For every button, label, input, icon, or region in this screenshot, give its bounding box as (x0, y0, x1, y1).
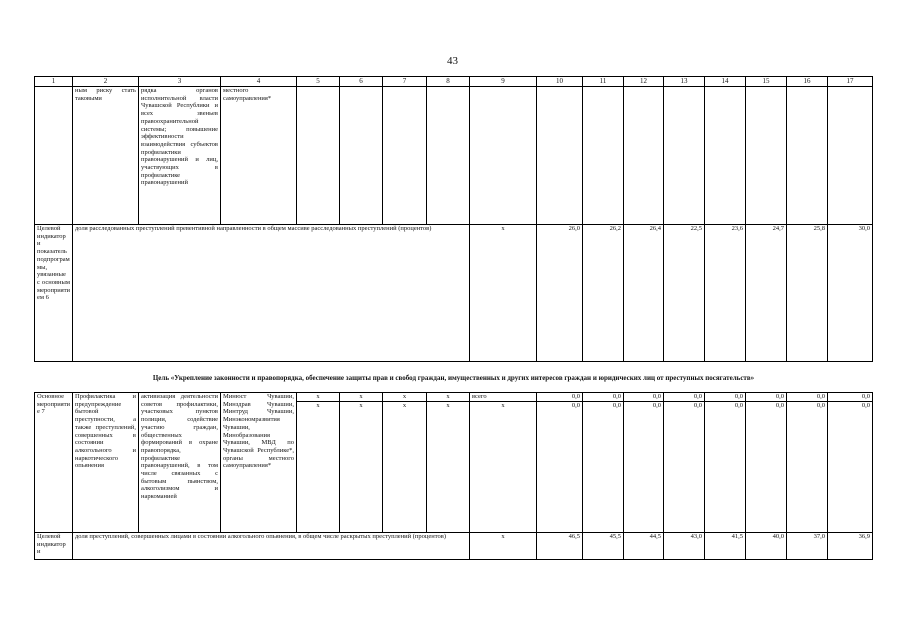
col-num: 4 (221, 77, 297, 87)
cell-x: x (340, 393, 383, 402)
value-cell: 22,5 (664, 225, 705, 362)
value-cell: 0,0 (828, 402, 873, 533)
value-cell: 43,0 (664, 533, 705, 560)
value-cell: 0,0 (537, 393, 583, 402)
col-num: 10 (537, 77, 583, 87)
cell-text: местного самоуправления* (221, 87, 297, 225)
value-cell: 0,0 (828, 393, 873, 402)
value-cell: 37,0 (787, 533, 828, 560)
value-cell: 30,0 (828, 225, 873, 362)
cell-x: x (383, 402, 427, 533)
value-cell: 0,0 (624, 393, 664, 402)
cell-x: x (427, 402, 470, 533)
value-cell: 0,0 (583, 402, 624, 533)
activity-executors: Минюст Чувашии, Минздрав Чувашии, Минтруд Чувашии, Минэкономразвития Чувашии, Минобразования Чувашии, МВД по Чувашской Республике*, органы местного самоуправления* (221, 393, 297, 533)
page-number: 43 (447, 55, 458, 67)
value-cell: 46,5 (537, 533, 583, 560)
indicator-label: Целевой индикатор и показатель подпрограммы, увязанные с основным мероприятием 6 (35, 225, 73, 362)
indicator-row (35, 225, 873, 362)
col-num: 17 (828, 77, 873, 87)
main-activity-row (35, 393, 873, 402)
col-num: 9 (470, 77, 537, 87)
indicator-text: доля расследованных преступлений превентивной направленности в общем массиве расследованных преступлений (процентов) (73, 225, 470, 362)
col-num: 15 (746, 77, 787, 87)
value-cell: 0,0 (705, 393, 746, 402)
col-num: 14 (705, 77, 746, 87)
program-table (34, 76, 873, 560)
value-cell: 40,0 (746, 533, 787, 560)
value-cell: 0,0 (746, 393, 787, 402)
cell-x: x (470, 225, 537, 362)
col-num: 12 (624, 77, 664, 87)
value-cell: 26,4 (624, 225, 664, 362)
value-cell: 44,5 (624, 533, 664, 560)
value-cell: 0,0 (664, 402, 705, 533)
cell-x: x (427, 393, 470, 402)
indicator-row-2 (35, 533, 873, 560)
cell-text: ным риску стать таковыми (73, 87, 139, 225)
col-num: 2 (73, 77, 139, 87)
col-num: 6 (340, 77, 383, 87)
cell-x: x (470, 533, 537, 560)
col-num: 7 (383, 77, 427, 87)
continuation-row (35, 87, 873, 225)
value-cell: 0,0 (624, 402, 664, 533)
cell-x: x (470, 402, 537, 533)
cell-x: x (297, 393, 340, 402)
col-num: 5 (297, 77, 340, 87)
cell-x: x (383, 393, 427, 402)
funding-source: всего (470, 393, 537, 402)
cell-x: x (297, 402, 340, 533)
col-num: 1 (35, 77, 73, 87)
value-cell: 23,6 (705, 225, 746, 362)
col-num: 3 (139, 77, 221, 87)
value-cell: 0,0 (664, 393, 705, 402)
value-cell: 24,7 (746, 225, 787, 362)
goal-heading: Цель «Укрепление законности и правопорядка, обеспечение защиты прав и свобод граждан, имущественных и других интересов граждан и юридических лиц от преступных посягательств» (35, 362, 873, 393)
activity-label: Основное мероприятие 7 (35, 393, 73, 533)
cell-x: x (340, 402, 383, 533)
value-cell: 0,0 (787, 402, 828, 533)
col-num: 11 (583, 77, 624, 87)
value-cell: 36,9 (828, 533, 873, 560)
activity-title: Профилактика и предупреждение бытовой преступности, а также преступлений, совершенных в состоянии алкогольного и наркотического опьянения (73, 393, 139, 533)
value-cell: 0,0 (705, 402, 746, 533)
goal-row (35, 362, 873, 393)
value-cell: 45,5 (583, 533, 624, 560)
value-cell: 26,2 (583, 225, 624, 362)
value-cell: 0,0 (787, 393, 828, 402)
col-num: 8 (427, 77, 470, 87)
value-cell: 26,0 (537, 225, 583, 362)
value-cell: 0,0 (537, 402, 583, 533)
col-num: 13 (664, 77, 705, 87)
value-cell: 0,0 (583, 393, 624, 402)
col-num: 16 (787, 77, 828, 87)
value-cell: 41,5 (705, 533, 746, 560)
activity-description: активизация деятельности советов профилактики, участковых пунктов полиции, содействие участию граждан, общественных формирований в охране правопорядка, профилактике правонарушений, в том числе связанных с бытовым пьянством, алкоголизмом и наркоманией (139, 393, 221, 533)
value-cell: 25,8 (787, 225, 828, 362)
column-number-row (35, 77, 873, 87)
indicator-text: доля преступлений, совершенных лицами в состоянии алкогольного опьянения, в общем числе раскрытых преступлений (процентов) (73, 533, 470, 560)
indicator-label: Целевой индикатор и (35, 533, 73, 560)
value-cell: 0,0 (746, 402, 787, 533)
cell-text: рядка органов исполнительной власти Чувашской Республики и всех звеньев правоохранительной системы; повышение эффективности взаимодействия субъектов профилактики правонарушений и лиц, участвующих в профилактике правонарушений (139, 87, 221, 225)
